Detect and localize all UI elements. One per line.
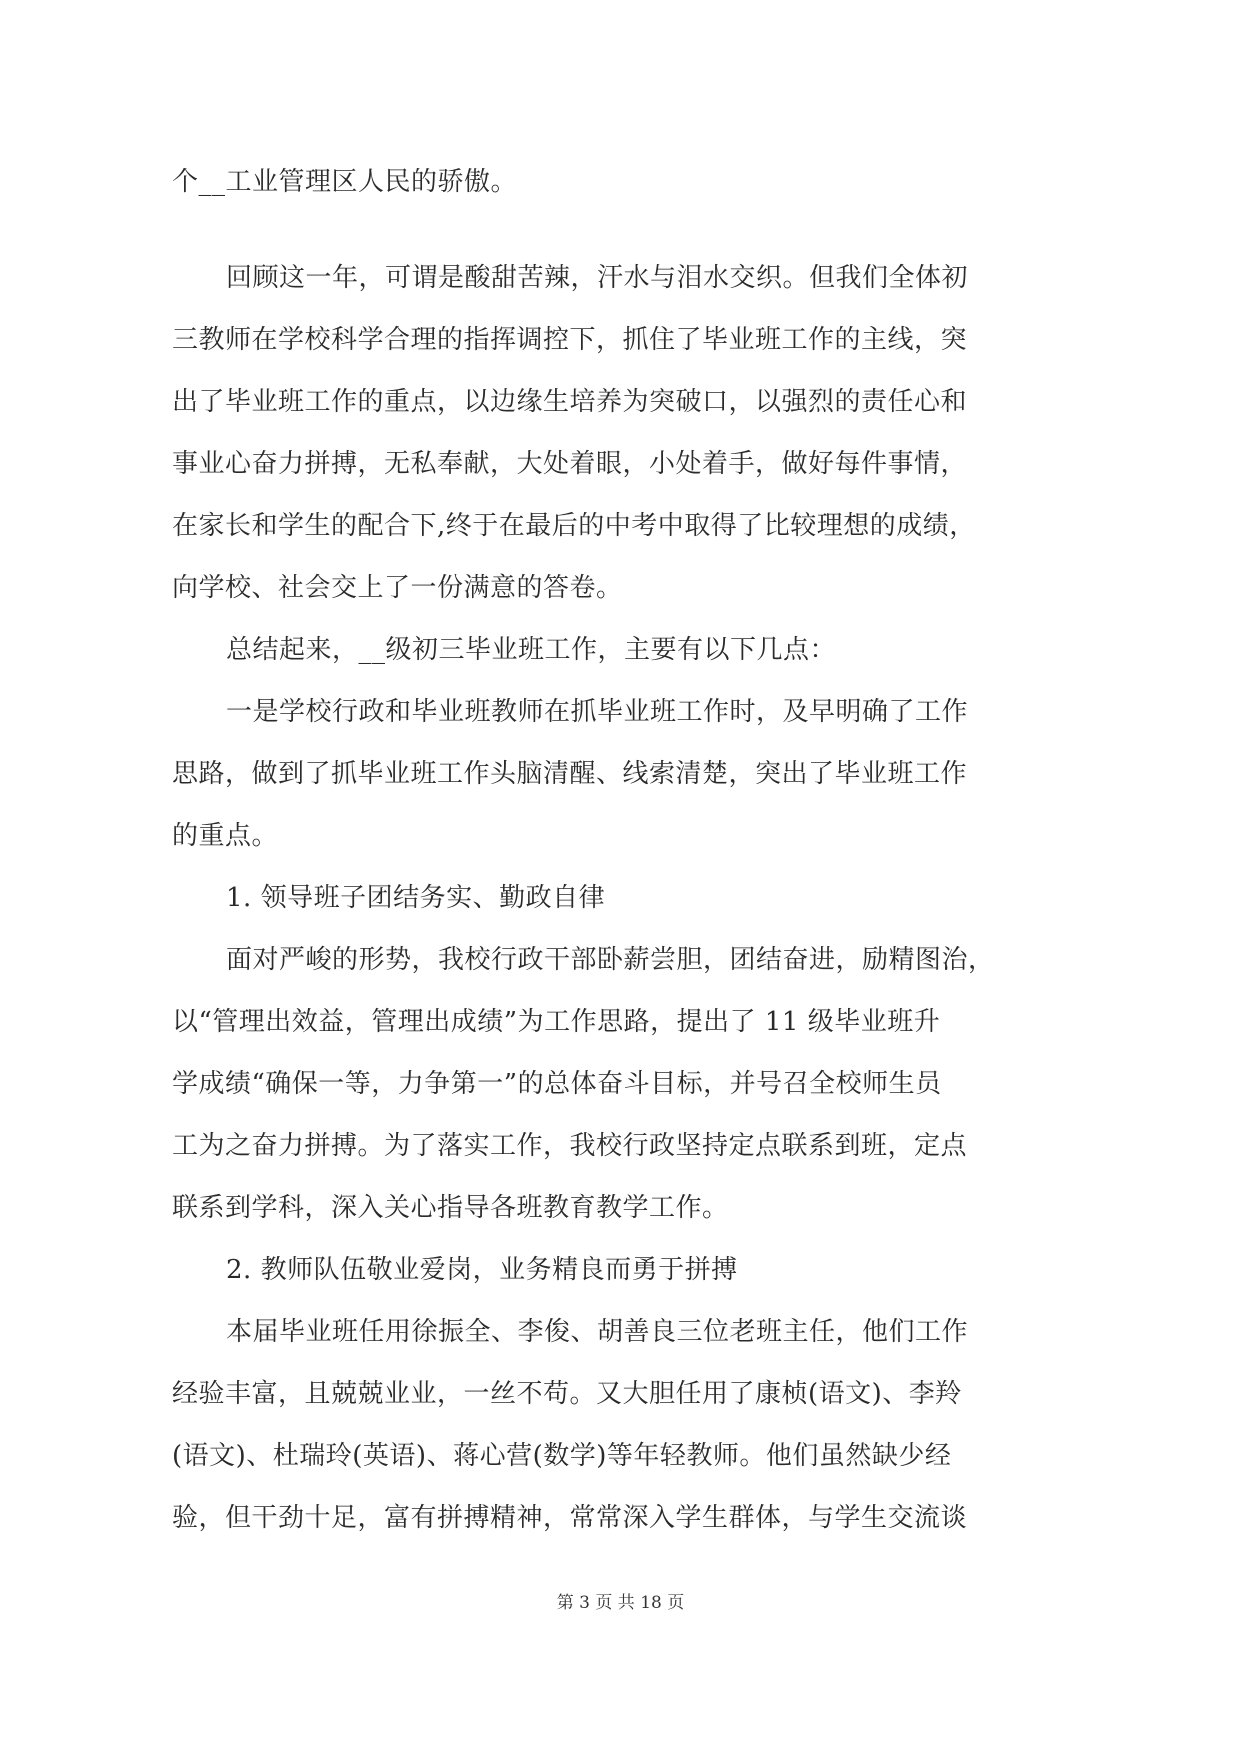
text-line-content: 1. 领导班子团结务实、勤政自律 bbox=[226, 883, 606, 913]
text-line-content: 个__工业管理区人民的骄傲。 bbox=[172, 167, 518, 197]
text-line-content: 思路，做到了抓毕业班工作头脑清醒、线索清楚，突出了毕业班工作 bbox=[172, 759, 968, 789]
text-line-content: 出了毕业班工作的重点，以边缘生培养为突破口，以强烈的责任心和 bbox=[172, 387, 968, 417]
paragraph-first-line bbox=[0, 682, 1241, 742]
text-line bbox=[0, 1426, 1241, 1486]
page-footer bbox=[0, 1588, 1241, 1618]
paragraph-first-line bbox=[0, 248, 1241, 308]
text-line-content: 回顾这一年，可谓是酸甜苦辣，汗水与泪水交织。但我们全体初 bbox=[226, 263, 969, 293]
paragraph-first-line bbox=[0, 930, 1241, 990]
text-line bbox=[0, 1054, 1241, 1114]
paragraph-first-line bbox=[0, 1302, 1241, 1362]
text-line-content: 以“管理出效益，管理出成绩”为工作思路，提出了 11 级毕业班升 bbox=[172, 1007, 941, 1037]
text-line bbox=[0, 1488, 1241, 1548]
text-line bbox=[0, 434, 1241, 494]
text-line bbox=[0, 806, 1241, 866]
text-line-content: (语文)、杜瑞玲(英语)、蒋心营(数学)等年轻教师。他们虽然缺少经 bbox=[172, 1441, 952, 1471]
footer-current-page: 3 bbox=[579, 1593, 590, 1613]
footer-total-pages: 18 bbox=[640, 1593, 662, 1613]
footer-middle: 页 共 bbox=[595, 1593, 635, 1613]
footer-suffix: 页 bbox=[667, 1593, 685, 1613]
text-line-content: 学成绩“确保一等，力争第一”的总体奋斗目标，并号召全校师生员 bbox=[172, 1069, 942, 1099]
text-line bbox=[0, 1364, 1241, 1424]
text-line-content: 在家长和学生的配合下,终于在最后的中考中取得了比较理想的成绩， bbox=[172, 511, 976, 541]
text-line bbox=[0, 1116, 1241, 1176]
text-line-content: 联系到学科，深入关心指导各班教育教学工作。 bbox=[172, 1193, 729, 1223]
text-line-content: 工为之奋力拼搏。为了落实工作，我校行政坚持定点联系到班，定点 bbox=[172, 1131, 968, 1161]
footer-prefix: 第 bbox=[556, 1593, 574, 1613]
text-line bbox=[0, 310, 1241, 370]
text-line-content: 面对严峻的形势，我校行政干部卧薪尝胆，团结奋进，励精图治， bbox=[226, 945, 995, 975]
text-line bbox=[0, 558, 1241, 618]
text-line-content: 总结起来，__级初三毕业班工作，主要有以下几点： bbox=[226, 635, 837, 665]
paragraph-first-line bbox=[0, 620, 1241, 680]
text-line bbox=[0, 372, 1241, 432]
text-line-content: 一是学校行政和毕业班教师在抓毕业班工作时，及早明确了工作 bbox=[226, 697, 969, 727]
text-line-content: 事业心奋力拼搏，无私奉献，大处着眼，小处着手，做好每件事情， bbox=[172, 449, 968, 479]
text-line bbox=[0, 992, 1241, 1052]
section-heading bbox=[0, 868, 1241, 928]
text-line-content: 向学校、社会交上了一份满意的答卷。 bbox=[172, 573, 623, 603]
text-line bbox=[0, 744, 1241, 804]
text-line-content: 的重点。 bbox=[172, 821, 279, 851]
text-line bbox=[0, 1178, 1241, 1238]
text-line bbox=[0, 496, 1241, 556]
text-line bbox=[0, 152, 1241, 212]
text-line-content: 验，但干劲十足，富有拼搏精神，常常深入学生群体，与学生交流谈 bbox=[172, 1503, 968, 1533]
text-line-content: 经验丰富，且兢兢业业，一丝不苟。又大胆任用了康桢(语文)、李羚 bbox=[172, 1379, 962, 1409]
text-line-content: 2. 教师队伍敬业爱岗，业务精良而勇于拼搏 bbox=[226, 1255, 738, 1285]
section-heading bbox=[0, 1240, 1241, 1300]
text-line-content: 本届毕业班任用徐振全、李俊、胡善良三位老班主任，他们工作 bbox=[226, 1317, 969, 1347]
text-line-content: 三教师在学校科学合理的指挥调控下，抓住了毕业班工作的主线，突 bbox=[172, 325, 968, 355]
